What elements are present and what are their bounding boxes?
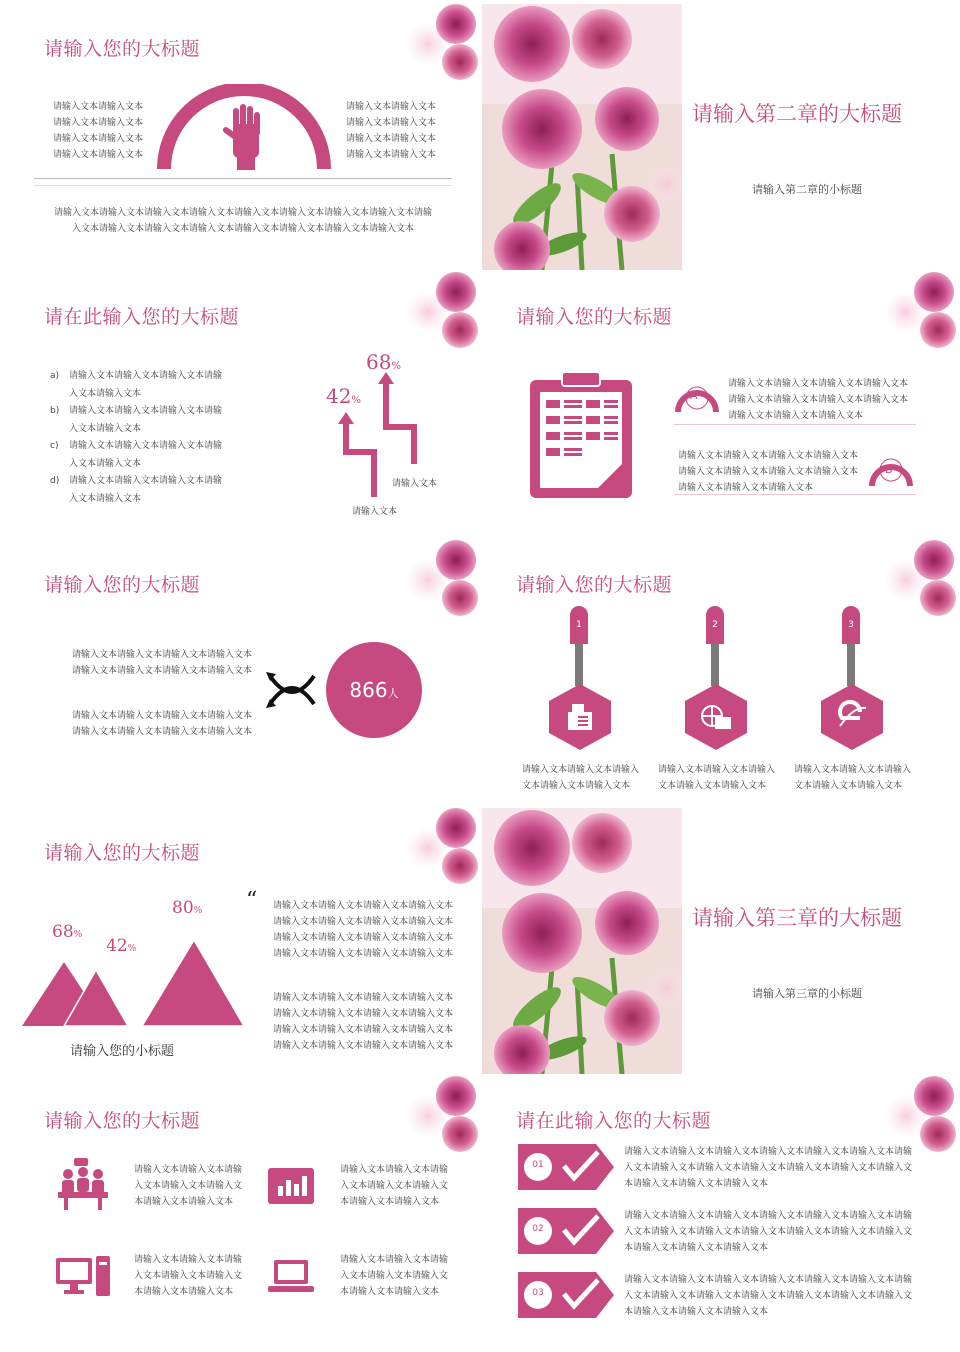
- slide-title: 请在此输入您的大标题: [516, 1110, 712, 1132]
- text-line: 请输入文本请输入文本请输: [134, 1255, 243, 1265]
- value-number: 42: [326, 384, 352, 408]
- laptop-icon: [268, 1260, 314, 1294]
- text-line: 请输入文本请输入文本: [53, 134, 144, 144]
- text-line: 请输入文本请输入文本请输: [134, 1165, 243, 1175]
- text-line: 请输入文本请输入文本请输入文本请输: [69, 406, 223, 416]
- count-circle: [326, 642, 422, 738]
- value-80: [172, 898, 202, 918]
- percent-sign: %: [391, 361, 401, 372]
- flower-decoration: [886, 540, 956, 620]
- arrow-label-1: 请输入文本: [352, 507, 398, 517]
- step-number: 1: [570, 606, 588, 644]
- clipboard-icon: [528, 372, 634, 500]
- desktop-computer-icon: [56, 1256, 110, 1298]
- flower-decoration: [408, 272, 478, 352]
- text-line: 请输入文本请输入文本请输入文本请输入文本: [728, 379, 909, 389]
- step-number: 3: [842, 606, 860, 644]
- step-stem: [575, 644, 583, 686]
- block-4-text: [340, 1252, 448, 1300]
- flower-photo: [482, 4, 682, 270]
- list-marker: d): [50, 476, 60, 486]
- text-line: 本请输入文本请输入文本: [340, 1197, 440, 1207]
- text-line: 入文本请输入文本请输入文本请输入文本请输入文本请输入文本请输入文本请输入文本: [71, 224, 414, 234]
- flower-decoration: [408, 4, 478, 84]
- text-block-2: [72, 708, 252, 740]
- text-line: 请输入文本请输入文本请输入文本请输入文本: [273, 1025, 454, 1035]
- a-text-block: [728, 376, 908, 424]
- text-line: 请输入文本请输入文本请输: [340, 1165, 449, 1175]
- check-row-2: [518, 1208, 614, 1254]
- text-block-1: [72, 647, 252, 679]
- divider: [34, 185, 452, 186]
- text-line: 入文本请输入文本: [69, 458, 142, 469]
- divider: [674, 494, 916, 495]
- step-stem: [711, 644, 719, 686]
- list-item: [50, 368, 222, 386]
- flower-photo: [482, 808, 682, 1074]
- chapter-subtitle: 请输入第二章的小标题: [752, 183, 862, 196]
- row-number: 03: [532, 1288, 544, 1298]
- value-number: 68: [52, 922, 74, 942]
- text-line: 请输入文本请输入文本: [53, 118, 144, 128]
- value-68: [52, 922, 82, 942]
- count-value: 866: [349, 678, 388, 702]
- value-number: 80: [172, 898, 194, 918]
- text-line: 本请输入文本请输入文本请输入文本: [624, 1179, 769, 1189]
- chapter-title: 请输入第二章的大标题: [692, 102, 902, 126]
- slide-7: [4, 808, 478, 1074]
- list-marker: a): [50, 371, 60, 381]
- value-68: [366, 350, 401, 374]
- step-2-text: [658, 762, 775, 794]
- hexagon: [684, 684, 748, 750]
- text-line: 请输入文本请输入文本请输入: [522, 765, 640, 775]
- text-line: 入文本请输入文本请输入文: [340, 1181, 449, 1191]
- text-line: 请输入文本请输入文本请输入文本请输入文本: [678, 467, 859, 477]
- text-line: 请输入文本请输入文本请输入文本请输: [69, 441, 223, 451]
- step-2: [680, 606, 752, 756]
- chapter-subtitle: 请输入第三章的小标题: [752, 987, 862, 1000]
- text-line: 请输入文本请输入文本请输入文本请输入文本: [72, 650, 253, 660]
- text-line: 请输入文本请输入文本: [53, 102, 144, 112]
- text-line: 请输入文本请输入文本请输入文本请输: [69, 476, 223, 486]
- cross-arrows-icon: [266, 672, 318, 708]
- presentation-icon: [268, 1168, 314, 1204]
- slide-3: [4, 272, 478, 538]
- text-line: 请输入文本请输入文本请输入文本: [728, 411, 864, 421]
- check-row-3: [518, 1272, 614, 1318]
- slide-5: [4, 540, 478, 806]
- list: [50, 368, 222, 508]
- text-line: 入文本请输入文本请输入文本请输入文本请输入文本请输入文本请输入文: [624, 1227, 913, 1237]
- flower-decoration: [408, 1076, 478, 1156]
- percent-sign: %: [127, 944, 137, 954]
- text-line: 请输入文本请输入文本请输入文本请输入文本请输入文本请输入文本请输: [624, 1275, 913, 1285]
- chart-subtitle: 请输入您的小标题: [70, 1044, 175, 1059]
- text-line: 本请输入文本请输入文本: [134, 1197, 234, 1207]
- hand-arc-graphic: [154, 84, 334, 174]
- text-line: 入文本请输入文本: [69, 423, 142, 434]
- text-line: 本请输入文本请输入文本请输入文本: [624, 1243, 769, 1253]
- text-line: 请输入文本请输入文本请输入文本请输入文本: [678, 451, 859, 461]
- step-3-text: [794, 762, 911, 794]
- percent-sign: %: [193, 906, 203, 916]
- paragraph-1: [273, 898, 453, 962]
- text-line: 本请输入文本请输入文本: [134, 1287, 234, 1297]
- slide-title: 请输入您的大标题: [44, 574, 201, 596]
- row-2-text: [624, 1208, 912, 1256]
- percent-sign: %: [73, 930, 83, 940]
- step-number: 2: [706, 606, 724, 644]
- row-3-text: [624, 1272, 912, 1320]
- slide-6: [482, 540, 956, 806]
- text-line: 请输入文本请输入文本请输入文本请输入文本: [72, 727, 253, 737]
- list-item: [50, 473, 222, 491]
- text-line: 请输入文本请输入文本请输入文本请输入文本: [728, 395, 909, 405]
- text-line: 请输入文本请输入文本请输入文本: [678, 483, 814, 493]
- step-1-text: [522, 762, 639, 794]
- step-1: [544, 606, 616, 756]
- divider: [674, 424, 916, 425]
- chapter-title: 请输入第三章的大标题: [692, 906, 902, 930]
- row-1-text: [624, 1144, 912, 1192]
- slide-title: 请输入您的大标题: [44, 842, 201, 864]
- text-line: 请输入文本请输入文本请输入文本请输入文本: [72, 666, 253, 676]
- slide-title: 请在此输入您的大标题: [44, 306, 240, 328]
- bottom-paragraph: [34, 205, 452, 237]
- hexagon: [820, 684, 884, 750]
- block-2-text: [340, 1162, 448, 1210]
- divider: [34, 178, 452, 179]
- flower-decoration: [408, 540, 478, 620]
- flower-decoration: [886, 272, 956, 352]
- slide-title: 请输入您的大标题: [516, 574, 673, 596]
- paragraph-2: [273, 990, 453, 1054]
- slide-9: [4, 1076, 478, 1342]
- hand-icon: [222, 104, 260, 170]
- list-item: [50, 403, 222, 421]
- step-3: [816, 606, 888, 756]
- badge-b-letter: B: [885, 463, 893, 476]
- badge-a-letter: A: [690, 389, 698, 402]
- check-row-1: [518, 1144, 614, 1190]
- text-line: 本请输入文本请输入文本: [340, 1287, 440, 1297]
- slide-10: [482, 1076, 956, 1342]
- text-line: 请输入文本请输入文本请输: [340, 1255, 449, 1265]
- right-text-block: [346, 99, 436, 163]
- slide-8-chapter-cover: [482, 808, 956, 1074]
- text-line: 请输入文本请输入文本请输入文本请输入文本: [273, 1009, 454, 1019]
- value-42: [106, 936, 136, 956]
- text-line: 本请输入文本请输入文本请输入文本: [624, 1307, 769, 1317]
- meeting-icon: [54, 1158, 112, 1210]
- text-line: 请输入文本请输入文本请输入文本请输入文本请输入文本请输入文本请输入文本请输入文本请输: [53, 208, 432, 218]
- flower-decoration: [408, 808, 478, 888]
- count-unit: 人: [387, 687, 399, 700]
- value-42: [326, 384, 361, 408]
- text-line: 请输入文本请输入文本请输入文本请输入文本: [72, 711, 253, 721]
- quote-mark: “: [246, 888, 258, 913]
- text-line: 请输入文本请输入文本请输入文本请输入文本: [273, 933, 454, 943]
- text-line: 入文本请输入文本: [69, 493, 142, 504]
- value-number: 42: [106, 936, 128, 956]
- text-line: 文本请输入文本请输入文本: [658, 781, 767, 791]
- text-line: 入文本请输入文本请输入文本请输入文本请输入文本请输入文本请输入文: [624, 1163, 913, 1173]
- percent-sign: %: [351, 395, 361, 406]
- text-line: 入文本请输入文本请输入文: [340, 1271, 449, 1281]
- slide-title: 请输入您的大标题: [44, 1110, 201, 1132]
- arrow-label-2: 请输入文本: [392, 479, 438, 489]
- text-line: 请输入文本请输入文本请输入: [794, 765, 912, 775]
- left-text-block: [53, 99, 143, 163]
- text-line: 入文本请输入文本: [69, 388, 142, 399]
- slide-title: 请输入您的大标题: [44, 38, 201, 60]
- text-line: 请输入文本请输入文本请输入文本请输入文本: [273, 1041, 454, 1051]
- slide-1: [4, 4, 478, 270]
- value-number: 68: [366, 350, 392, 374]
- b-text-block: [678, 448, 858, 496]
- list-marker: b): [50, 406, 60, 416]
- text-line: 入文本请输入文本请输入文: [134, 1181, 243, 1191]
- text-line: 请输入文本请输入文本请输入文本请输入文本请输入文本请输入文本请输: [624, 1211, 913, 1221]
- text-line: 请输入文本请输入文本请输入文本请输入文本: [273, 949, 454, 959]
- text-line: 入文本请输入文本请输入文: [134, 1271, 243, 1281]
- text-line: 请输入文本请输入文本: [346, 150, 437, 160]
- slide-2-chapter-cover: [482, 4, 956, 270]
- step-stem: [847, 644, 855, 686]
- text-line: 文本请输入文本请输入文本: [522, 781, 631, 791]
- text-line: 请输入文本请输入文本: [346, 118, 437, 128]
- list-marker: c): [50, 441, 59, 451]
- row-number: 01: [532, 1160, 544, 1170]
- text-line: 入文本请输入文本请输入文本请输入文本请输入文本请输入文本请输入文: [624, 1291, 913, 1301]
- text-line: 请输入文本请输入文本请输入文本请输入文本: [273, 901, 454, 911]
- hexagon: [548, 684, 612, 750]
- list-item: [50, 438, 222, 456]
- row-number: 02: [532, 1224, 544, 1234]
- block-3-text: [134, 1252, 242, 1300]
- triangle-80: [142, 940, 244, 1026]
- text-line: 文本请输入文本请输入文本: [794, 781, 903, 791]
- slide-4: [482, 272, 956, 538]
- block-1-text: [134, 1162, 242, 1210]
- text-line: 请输入文本请输入文本: [346, 102, 437, 112]
- text-line: 请输入文本请输入文本请输入: [658, 765, 776, 775]
- text-line: 请输入文本请输入文本: [53, 150, 144, 160]
- text-line: 请输入文本请输入文本请输入文本请输入文本: [273, 917, 454, 927]
- text-line: 请输入文本请输入文本请输入文本请输入文本请输入文本请输入文本请输: [624, 1147, 913, 1157]
- slide-title: 请输入您的大标题: [516, 306, 673, 328]
- text-line: 请输入文本请输入文本: [346, 134, 437, 144]
- text-line: 请输入文本请输入文本请输入文本请输: [69, 371, 223, 381]
- text-line: 请输入文本请输入文本请输入文本请输入文本: [273, 993, 454, 1003]
